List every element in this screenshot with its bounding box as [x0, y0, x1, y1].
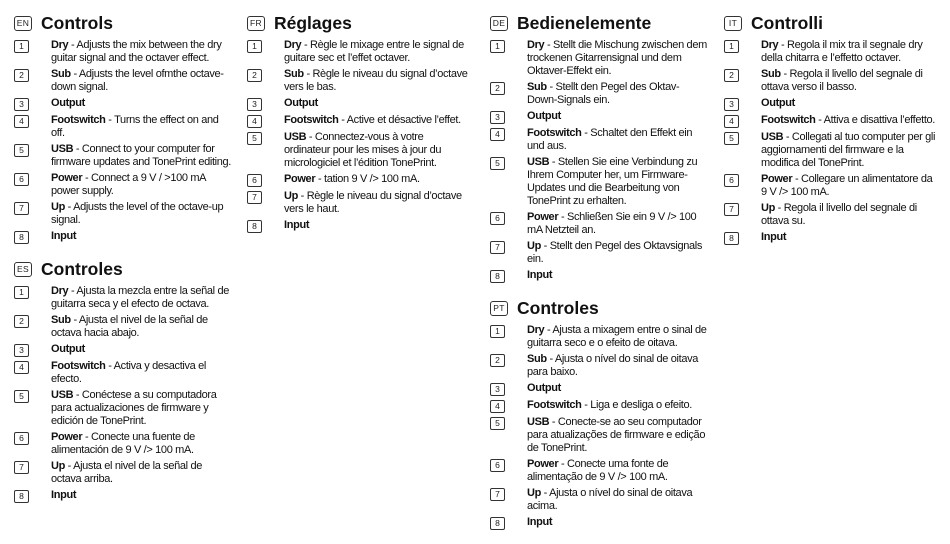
- item-label: USB: [284, 131, 307, 143]
- item-number-badge: 1: [247, 40, 262, 53]
- item-text: [527, 240, 708, 266]
- section-title-fr: Réglages: [274, 12, 352, 33]
- item-text: [51, 285, 234, 311]
- item-number-badge: 7: [490, 488, 505, 501]
- control-item-es-5: [14, 389, 234, 428]
- item-text: [527, 211, 708, 237]
- section-title-it: Controlli: [751, 12, 823, 33]
- item-text: [527, 516, 552, 529]
- control-item-fr-3: [247, 97, 469, 111]
- item-number-badge: 3: [247, 98, 262, 111]
- control-item-pt-4: [490, 399, 708, 413]
- item-number-badge: 1: [490, 325, 505, 338]
- control-item-it-7: [724, 202, 938, 228]
- item-label: Dry: [527, 39, 545, 51]
- control-item-de-6: [490, 211, 708, 237]
- item-description: - Attiva e disattiva l’effetto.: [815, 114, 936, 126]
- item-description: - Schaltet den Effekt ein und aus.: [527, 127, 693, 152]
- item-description: - Règle le niveau du signal d’octave vers le haut.: [284, 190, 462, 215]
- item-number-badge: 5: [724, 132, 739, 145]
- item-number-badge: 6: [490, 212, 505, 225]
- item-description: - Conecte una fuente de alimentación de 9 V /> 100 mA.: [51, 431, 195, 456]
- item-description: - Règle le niveau du signal d’octave vers le bas.: [284, 68, 468, 93]
- control-item-es-7: [14, 460, 234, 486]
- control-item-pt-7: [490, 487, 708, 513]
- item-description: - Activa y desactiva el efecto.: [51, 360, 206, 385]
- item-number-badge: 7: [490, 241, 505, 254]
- item-text: [527, 416, 708, 455]
- item-number-badge: 8: [14, 231, 29, 244]
- item-text: [51, 97, 85, 110]
- item-text: [527, 81, 708, 107]
- item-number-badge: 3: [14, 344, 29, 357]
- item-label: Power: [527, 211, 559, 223]
- control-item-pt-5: [490, 416, 708, 455]
- item-description: - Turns the effect on and off.: [51, 114, 219, 139]
- section-header-de: [490, 12, 708, 34]
- item-label: Up: [51, 460, 65, 472]
- item-label: Input: [284, 219, 310, 231]
- item-description: - tation 9 V /> 100 mA.: [315, 173, 420, 185]
- item-description: - Collegati al tuo computer per gli aggiornamenti del firmware e la modifica del TonePrint.: [761, 131, 936, 169]
- control-item-it-4: [724, 114, 938, 128]
- item-label: Up: [51, 201, 65, 213]
- item-label: Output: [527, 382, 561, 394]
- item-description: - Liga e desliga o efeito.: [581, 399, 692, 411]
- item-description: - Connect a 9 V / >100 mA power supply.: [51, 172, 206, 197]
- item-number-badge: 3: [14, 98, 29, 111]
- item-number-badge: 8: [14, 490, 29, 503]
- section-title-de: Bedienelemente: [517, 12, 652, 33]
- control-item-de-1: [490, 39, 708, 78]
- item-label: Sub: [284, 68, 304, 80]
- item-number-badge: 8: [490, 270, 505, 283]
- control-item-de-3: [490, 110, 708, 124]
- item-label: Dry: [284, 39, 302, 51]
- item-text: [51, 230, 76, 243]
- item-number-badge: 2: [490, 82, 505, 95]
- item-text: [284, 39, 469, 65]
- item-description: - Ajusta o nível do sinal de oitava acima.: [527, 487, 693, 512]
- control-item-fr-7: [247, 190, 469, 216]
- control-item-fr-8: [247, 219, 469, 233]
- item-description: - Adjusts the level of the octave-up signal.: [51, 201, 224, 226]
- item-label: Power: [51, 431, 83, 443]
- control-item-en-1: [14, 39, 234, 65]
- item-text: [51, 172, 234, 198]
- item-text: [51, 489, 76, 502]
- control-item-en-3: [14, 97, 234, 111]
- item-number-badge: 4: [247, 115, 262, 128]
- item-description: - Ajusta el nivel de la señal de octava hacia abajo.: [51, 314, 208, 339]
- control-item-es-3: [14, 343, 234, 357]
- item-label: Output: [284, 97, 318, 109]
- section-it: [724, 12, 938, 245]
- control-item-de-5: [490, 156, 708, 208]
- item-number-badge: 2: [247, 69, 262, 82]
- item-label: Output: [761, 97, 795, 109]
- item-text: [761, 68, 938, 94]
- item-label: Sub: [527, 81, 547, 93]
- item-text: [284, 219, 309, 232]
- item-label: Input: [51, 230, 77, 242]
- item-text: [527, 487, 708, 513]
- item-text: [51, 360, 234, 386]
- item-text: [51, 39, 234, 65]
- item-text: [51, 68, 234, 94]
- item-description: - Stellt die Mischung zwischen dem trockenen Gitarrensignal und dem Oktaver-Effekt ein.: [527, 39, 707, 77]
- item-number-badge: 1: [490, 40, 505, 53]
- item-description: - Stellt den Pegel des Oktavsignals ein.: [527, 240, 703, 265]
- item-number-badge: 1: [14, 286, 29, 299]
- control-item-en-6: [14, 172, 234, 198]
- item-text: [284, 97, 318, 110]
- control-item-es-2: [14, 314, 234, 340]
- item-number-badge: 8: [490, 517, 505, 530]
- control-item-pt-1: [490, 324, 708, 350]
- item-text: [51, 431, 234, 457]
- control-item-pt-2: [490, 353, 708, 379]
- item-text: [527, 110, 561, 123]
- item-description: - Connectez-vous à votre ordinateur pour les mises à jour du micrologiciel et l’édition TonePrint.: [284, 131, 442, 169]
- control-item-es-1: [14, 285, 234, 311]
- item-label: Power: [51, 172, 83, 184]
- control-item-de-2: [490, 81, 708, 107]
- item-number-badge: 6: [14, 173, 29, 186]
- item-number-badge: 6: [724, 174, 739, 187]
- item-number-badge: 7: [14, 202, 29, 215]
- item-text: [51, 114, 234, 140]
- item-text: [51, 460, 234, 486]
- item-description: - Conecte uma fonte de alimentação de 9 V /> 100 mA.: [527, 458, 669, 483]
- item-label: Dry: [51, 285, 69, 297]
- item-text: [527, 353, 708, 379]
- item-number-badge: 2: [490, 354, 505, 367]
- item-label: Output: [51, 343, 85, 355]
- item-number-badge: 4: [14, 361, 29, 374]
- section-header-es: [14, 258, 234, 280]
- item-label: Footswitch: [761, 114, 816, 126]
- item-description: - Adjusts the level ofmthe octave-down signal.: [51, 68, 224, 93]
- section-header-pt: [490, 297, 708, 319]
- control-item-pt-6: [490, 458, 708, 484]
- item-label: Up: [284, 190, 298, 202]
- section-header-en: [14, 12, 234, 34]
- item-number-badge: 5: [490, 157, 505, 170]
- item-number-badge: 4: [14, 115, 29, 128]
- control-item-es-4: [14, 360, 234, 386]
- section-de: [490, 12, 708, 283]
- language-badge-de: DE: [490, 16, 508, 31]
- item-text: [761, 202, 938, 228]
- item-label: Input: [51, 489, 77, 501]
- item-description: - Ajusta o nível do sinal de oitava para baixo.: [527, 353, 699, 378]
- item-description: - Stellt den Pegel des Oktav-Down-Signals ein.: [527, 81, 680, 106]
- item-description: - Conecte-se ao seu computador para atualizações de firmware e edição de TonePrint.: [527, 416, 706, 454]
- column-1: [14, 12, 234, 517]
- control-item-it-5: [724, 131, 938, 170]
- item-label: Input: [761, 231, 787, 243]
- item-text: [284, 190, 469, 216]
- item-text: [51, 143, 234, 169]
- language-badge-es: ES: [14, 262, 32, 277]
- item-number-badge: 5: [14, 390, 29, 403]
- control-item-de-8: [490, 269, 708, 283]
- item-label: Dry: [527, 324, 545, 336]
- item-text: [51, 389, 234, 428]
- item-label: Up: [761, 202, 775, 214]
- item-description: - Règle le mixage entre le signal de guitare sec et l’effet octaver.: [284, 39, 464, 64]
- item-description: - Ajusta el nivel de la señal de octava arriba.: [51, 460, 203, 485]
- language-badge-en: EN: [14, 16, 32, 31]
- item-description: - Ajusta la mezcla entre la señal de guitarra seca y el efecto de octava.: [51, 285, 229, 310]
- item-number-badge: 3: [490, 383, 505, 396]
- item-number-badge: 7: [247, 191, 262, 204]
- control-item-it-6: [724, 173, 938, 199]
- item-text: [284, 131, 469, 170]
- item-description: - Schließen Sie ein 9 V /> 100 mA Netzteil an.: [527, 211, 697, 236]
- item-label: Footswitch: [51, 114, 106, 126]
- item-label: Sub: [51, 68, 71, 80]
- item-text: [527, 324, 708, 350]
- item-label: Footswitch: [51, 360, 106, 372]
- item-description: - Active et désactive l’effet.: [338, 114, 461, 126]
- item-text: [527, 39, 708, 78]
- control-item-en-8: [14, 230, 234, 244]
- control-item-de-4: [490, 127, 708, 153]
- section-title-pt: Controles: [517, 297, 599, 318]
- control-item-pt-3: [490, 382, 708, 396]
- item-label: Footswitch: [527, 127, 582, 139]
- item-label: USB: [527, 416, 550, 428]
- item-number-badge: 5: [14, 144, 29, 157]
- item-number-badge: 4: [490, 128, 505, 141]
- control-item-it-8: [724, 231, 938, 245]
- column-4: [724, 12, 938, 259]
- item-text: [761, 97, 795, 110]
- control-item-en-4: [14, 114, 234, 140]
- control-item-fr-6: [247, 173, 469, 187]
- item-number-badge: 6: [14, 432, 29, 445]
- item-description: - Collegare un alimentatore da 9 V /> 100 mA.: [761, 173, 933, 198]
- control-item-fr-4: [247, 114, 469, 128]
- control-item-it-3: [724, 97, 938, 111]
- control-item-en-2: [14, 68, 234, 94]
- item-description: - Regola il livello del segnale di ottava verso il basso.: [761, 68, 923, 93]
- section-header-it: [724, 12, 938, 34]
- control-item-it-1: [724, 39, 938, 65]
- item-text: [527, 127, 708, 153]
- item-number-badge: 8: [247, 220, 262, 233]
- item-label: USB: [761, 131, 784, 143]
- item-label: Input: [527, 269, 553, 281]
- item-text: [51, 314, 234, 340]
- item-text: [527, 156, 708, 208]
- item-label: Dry: [51, 39, 69, 51]
- item-text: [284, 68, 469, 94]
- section-header-fr: [247, 12, 469, 34]
- language-badge-it: IT: [724, 16, 742, 31]
- item-description: - Conéctese a su computadora para actualizaciones de firmware y edición de TonePrint.: [51, 389, 217, 427]
- item-number-badge: 6: [490, 459, 505, 472]
- item-number-badge: 7: [14, 461, 29, 474]
- item-text: [527, 382, 561, 395]
- item-number-badge: 7: [724, 203, 739, 216]
- section-fr: [247, 12, 469, 233]
- item-text: [761, 114, 935, 127]
- item-text: [284, 173, 420, 186]
- item-label: Up: [527, 487, 541, 499]
- item-text: [761, 131, 938, 170]
- item-text: [761, 39, 938, 65]
- item-label: USB: [527, 156, 550, 168]
- item-label: Sub: [761, 68, 781, 80]
- control-item-es-6: [14, 431, 234, 457]
- column-2: [247, 12, 469, 247]
- item-number-badge: 5: [490, 417, 505, 430]
- item-text: [527, 399, 692, 412]
- item-number-badge: 2: [14, 69, 29, 82]
- item-label: Footswitch: [527, 399, 582, 411]
- item-number-badge: 3: [490, 111, 505, 124]
- item-number-badge: 4: [724, 115, 739, 128]
- item-number-badge: 2: [724, 69, 739, 82]
- control-item-fr-2: [247, 68, 469, 94]
- item-description: - Regola il livello del segnale di ottava su.: [761, 202, 917, 227]
- item-description: - Adjusts the mix between the dry guitar signal and the octaver effect.: [51, 39, 222, 64]
- control-item-de-7: [490, 240, 708, 266]
- control-item-it-2: [724, 68, 938, 94]
- item-text: [761, 231, 786, 244]
- item-text: [51, 343, 85, 356]
- item-label: Up: [527, 240, 541, 252]
- item-label: USB: [51, 143, 74, 155]
- item-text: [527, 458, 708, 484]
- item-description: - Stellen Sie eine Verbindung zu Ihrem Computer her, um Firmware-Updates und die Bearbeitung von TonePrint zu erhalten.: [527, 156, 698, 207]
- item-label: Power: [527, 458, 559, 470]
- item-label: Sub: [527, 353, 547, 365]
- section-es: [14, 258, 234, 503]
- item-number-badge: 3: [724, 98, 739, 111]
- control-item-fr-1: [247, 39, 469, 65]
- item-number-badge: 8: [724, 232, 739, 245]
- item-number-badge: 1: [14, 40, 29, 53]
- control-item-en-5: [14, 143, 234, 169]
- item-label: Input: [527, 516, 553, 528]
- item-label: Power: [761, 173, 793, 185]
- item-label: Output: [51, 97, 85, 109]
- item-label: Sub: [51, 314, 71, 326]
- section-title-en: Controls: [41, 12, 113, 33]
- item-text: [761, 173, 938, 199]
- section-en: [14, 12, 234, 244]
- item-description: - Connect to your computer for firmware updates and TonePrint editing.: [51, 143, 231, 168]
- language-badge-fr: FR: [247, 16, 265, 31]
- item-label: Dry: [761, 39, 779, 51]
- control-item-pt-8: [490, 516, 708, 530]
- item-number-badge: 5: [247, 132, 262, 145]
- item-number-badge: 2: [14, 315, 29, 328]
- section-pt: [490, 297, 708, 530]
- item-label: Output: [527, 110, 561, 122]
- section-title-es: Controles: [41, 258, 123, 279]
- item-text: [284, 114, 461, 127]
- item-text: [527, 269, 552, 282]
- item-label: Footswitch: [284, 114, 339, 126]
- item-label: USB: [51, 389, 74, 401]
- item-number-badge: 6: [247, 174, 262, 187]
- item-number-badge: 1: [724, 40, 739, 53]
- control-item-fr-5: [247, 131, 469, 170]
- item-description: - Regola il mix tra il segnale dry della chitarra e l’effetto octaver.: [761, 39, 923, 64]
- item-description: - Ajusta a mixagem entre o sinal de guitarra seco e o efeito de oitava.: [527, 324, 707, 349]
- language-badge-pt: PT: [490, 301, 508, 316]
- item-number-badge: 4: [490, 400, 505, 413]
- control-item-es-8: [14, 489, 234, 503]
- control-item-en-7: [14, 201, 234, 227]
- item-label: Power: [284, 173, 316, 185]
- item-text: [51, 201, 234, 227]
- column-3: [490, 12, 708, 544]
